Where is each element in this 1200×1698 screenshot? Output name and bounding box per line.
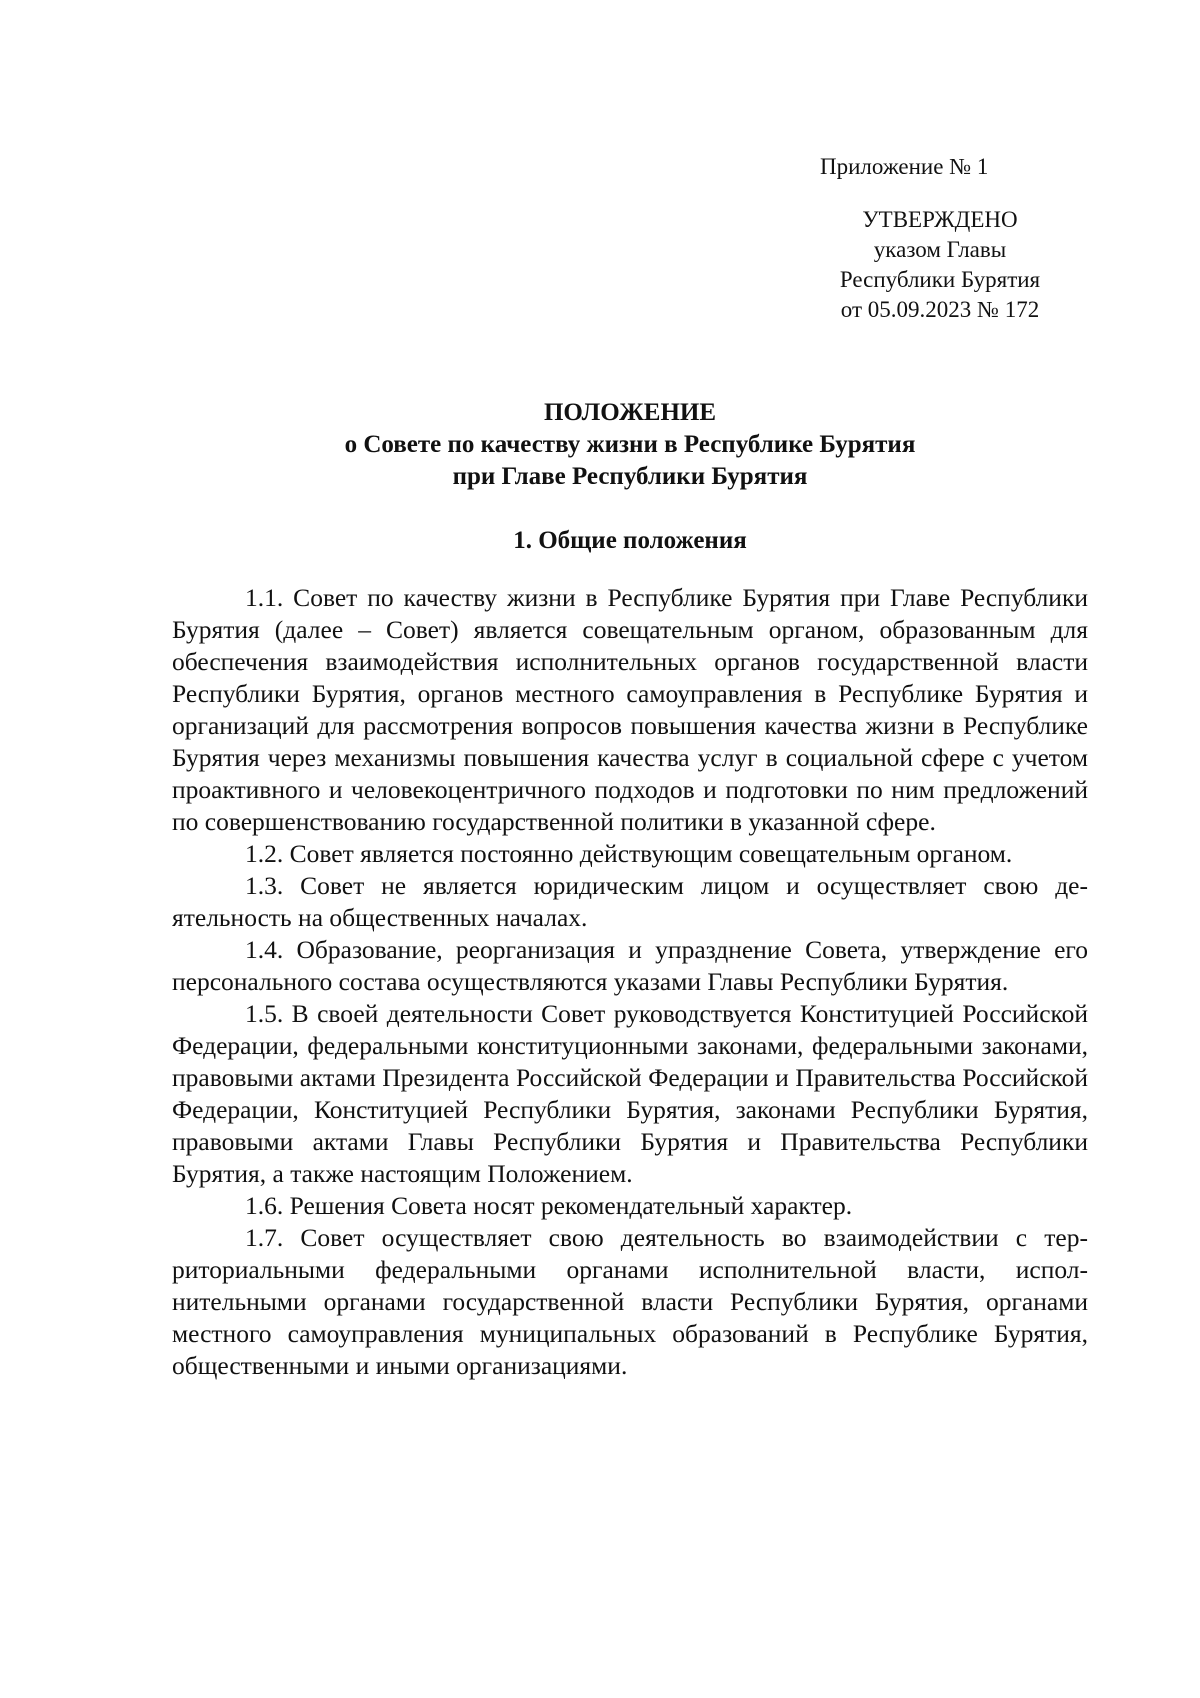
title-line-3: при Главе Республики Бурятия <box>452 463 808 490</box>
title-line-2: о Совете по качеству жизни в Республике Бурятия <box>344 431 916 458</box>
paragraph-1-1: 1.1. Совет по качеству жизни в Республике Бурятия при Главе Республики Бурятия (далее – Совет) является совещательным органом, образованным для обеспечения взаимодействия исполнительных органов государственной власти Республики Бурятия, органов местного самоуправления в Республике Бурятия и организаций для рассмотрения вопросов повышения качества жизни в Республике Бурятия через механизмы повышения качества услуг в социальной сфере с учетом проактивного и человекоцентричного подходов и подготовки по ним предложений по совершенствованию государственной политики в указанной сфере. <box>172 583 1088 836</box>
approved-date-number: от 05.09.2023 № 172 <box>840 297 1040 322</box>
approval-block <box>830 205 1050 325</box>
document-title <box>140 397 1120 493</box>
section-body <box>172 582 1088 1382</box>
approved-stamp-text: УТВЕРЖДЕНО <box>862 207 1018 232</box>
title-line-1: ПОЛОЖЕНИЕ <box>543 399 717 426</box>
paragraph-1-4: 1.4. Образование, реорганизация и упразднение Совета, утверждение его персонального состава осуществляются указами Главы Республики Бурятия. <box>172 935 1088 996</box>
paragraph-1-5: 1.5. В своей деятельности Совет руководствуется Конституцией Российской Федерации, федеральными конституционными законами, федеральными законами, правовыми актами Президента Российской Федерации и Правительства Российской Федерации, Конституцией Республики Бурятия, законами Республики Бурятия, правовыми актами Главы Республики Бурятия и Правительства Республики Бурятия, а также настоящим Положением. <box>172 999 1088 1188</box>
appendix-label: Приложение № 1 <box>820 154 989 179</box>
section-heading: 1. Общие положения <box>513 527 747 554</box>
approved-republic: Республики Бурятия <box>839 267 1041 292</box>
paragraph-1-2: 1.2. Совет является постоянно действующим совещательным органом. <box>245 839 1013 868</box>
approved-by-decree: указом Главы <box>873 237 1007 262</box>
paragraph-1-6: 1.6. Решения Совета носят рекомендательный характер. <box>245 1191 853 1220</box>
paragraph-1-7: 1.7. Совет осуществляет свою деятельность во взаимодействии с территориальными федеральными органами исполнительной власти, исполнительными органами государственной власти Республики Бурятия, органами местного самоуправления муниципальных образований в Республике Бурятия, общественными и иными организациями. <box>172 1223 1088 1380</box>
paragraph-1-3: 1.3. Совет не является юридическим лицом и осуществляет свою деятельность на общественных началах. <box>172 871 1088 932</box>
